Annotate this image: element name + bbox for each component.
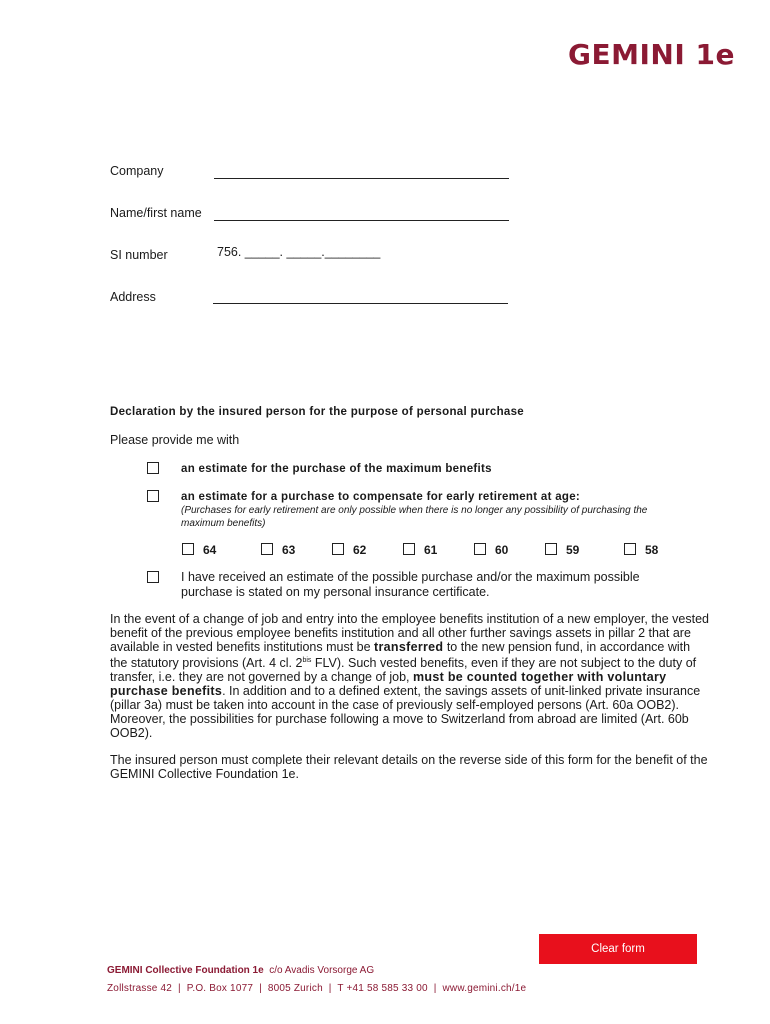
age-62-checkbox[interactable] <box>332 543 344 555</box>
si-number-field[interactable]: 756. _____. _____.________ <box>217 245 381 259</box>
company-label: Company <box>110 164 164 178</box>
address-label: Address <box>110 290 156 304</box>
age-63-label: 63 <box>282 543 296 557</box>
clear-form-button[interactable]: Clear form <box>539 934 697 964</box>
option-estimate-received-checkbox[interactable] <box>147 571 159 583</box>
age-58-checkbox[interactable] <box>624 543 636 555</box>
transfer-text-1: In the event of a change of job and entry into the employee benefits institution of a new employer, the vested benefit of the previous employee benefits institution and all other further savings assets in pillar 2 that are available in vested benefits institutions must be <box>110 612 709 654</box>
insured-person-paragraph: The insured person must complete their relevant details on the reverse side of this form for the benefit of the GEMINI Collective Foundation 1e. <box>110 753 708 781</box>
footer-org-name: GEMINI Collective Foundation 1e <box>107 965 264 976</box>
footer-co: c/o Avadis Vorsorge AG <box>263 965 375 976</box>
age-58-label: 58 <box>645 543 659 557</box>
transfer-sup: bis <box>302 657 312 664</box>
age-61-label: 61 <box>424 543 438 557</box>
footer-organization <box>107 965 374 976</box>
footer-address: Zollstrasse 42 | P.O. Box 1077 | 8005 Zurich | T +41 58 585 33 00 | www.gemini.ch/1e <box>107 983 527 994</box>
transfer-bold-1: transferred <box>374 640 444 654</box>
declaration-intro: Please provide me with <box>110 433 240 447</box>
option-early-retirement-checkbox[interactable] <box>147 490 159 502</box>
age-60-label: 60 <box>495 543 509 557</box>
age-60-checkbox[interactable] <box>474 543 486 555</box>
option-max-benefits-checkbox[interactable] <box>147 462 159 474</box>
transfer-bold-2: must be counted together with voluntary purchase benefits <box>110 670 667 699</box>
gemini-logo: GEMINI 1e <box>568 38 735 71</box>
age-59-checkbox[interactable] <box>545 543 557 555</box>
age-62-label: 62 <box>353 543 367 557</box>
address-field[interactable] <box>213 303 508 304</box>
age-64-label: 64 <box>203 543 217 557</box>
transfer-paragraph <box>110 612 710 740</box>
name-label: Name/first name <box>110 206 202 220</box>
company-field[interactable] <box>214 178 509 179</box>
declaration-heading: Declaration by the insured person for the purpose of personal purchase <box>110 406 524 418</box>
si-number-label: SI number <box>110 248 168 262</box>
name-field[interactable] <box>214 220 509 221</box>
age-61-checkbox[interactable] <box>403 543 415 555</box>
option-estimate-received-label: I have received an estimate of the possible purchase and/or the maximum possible purchase is stated on my personal insurance certificate. <box>181 570 640 599</box>
transfer-text-4: . In addition and to a defined extent, the savings assets of unit-linked private insurance (pillar 3a) must be taken into account in the case of previously self-employed persons (Art. 60a OOB2). Moreover, the possibilities for purchase following a move to Switzerland from abroad are limited (Art. 60b OOB2). <box>110 684 701 741</box>
age-64-checkbox[interactable] <box>182 543 194 555</box>
option-max-benefits-label: an estimate for the purchase of the maximum benefits <box>181 463 492 475</box>
transfer-text-2: to the new pension fund, in accordance with the statutory provisions (Art. 4 cl. 2 <box>110 640 691 671</box>
transfer-text-3: FLV). Such vested benefits, even if they are not subject to the duty of transfer, i.e. they are not governed by a change of job, <box>110 656 697 685</box>
age-59-label: 59 <box>566 543 580 557</box>
option-early-retirement-label: an estimate for a purchase to compensate for early retirement at age: <box>181 491 581 503</box>
age-63-checkbox[interactable] <box>261 543 273 555</box>
early-retirement-note: (Purchases for early retirement are only possible when there is no longer any possibility of purchasing the maximum benefits) <box>181 505 648 529</box>
